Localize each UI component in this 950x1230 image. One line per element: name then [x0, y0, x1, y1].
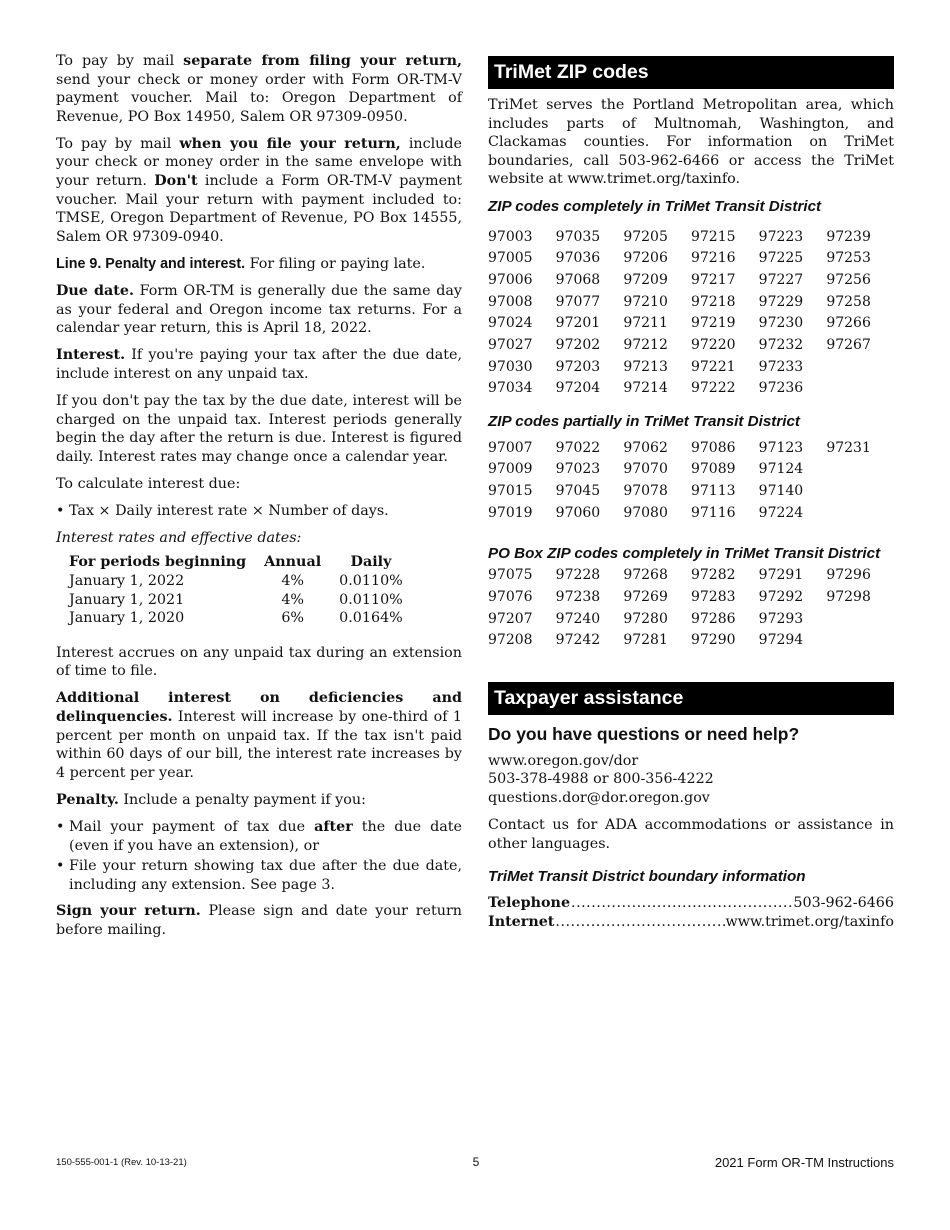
due-date-paragraph — [56, 282, 462, 338]
zip-code-cell: 97231 — [826, 439, 871, 456]
zip-code-cell: 97268 — [623, 567, 668, 584]
rates-caption: Interest rates and effective dates: — [56, 529, 302, 546]
complete-zip-grid — [488, 227, 894, 401]
mail-separate-paragraph — [56, 52, 462, 126]
trimet-intro: TriMet serves the Portland Metropolitan area, which includes parts of Multnomah, Washington, and Clackamas counties. For information on TriMet boundaries, call 503-962-6466 or access the TriMet website at www.trimet.org/taxinfo. — [488, 97, 894, 188]
table-row — [69, 609, 421, 628]
zip-code-cell: 97291 — [758, 567, 804, 584]
zip-code-cell: 97296 — [826, 567, 871, 584]
table-cell: 4% — [281, 591, 304, 608]
zip-code-cell: 97075 — [488, 567, 533, 584]
zip-code-cell: 97258 — [826, 293, 871, 310]
left-column — [56, 52, 462, 948]
text: Mail your payment of tax due — [69, 818, 315, 835]
telephone-label: Telephone — [488, 895, 571, 912]
zip-code-cell: 97022 — [555, 439, 601, 456]
bold-text: Don't — [154, 173, 198, 190]
zip-code-cell: 97008 — [488, 293, 533, 310]
table-row — [69, 572, 421, 591]
zip-code-cell: 97211 — [623, 315, 668, 332]
zip-code-cell: 97298 — [826, 588, 871, 605]
zip-code-cell: 97045 — [555, 483, 601, 500]
zip-code-cell: 97236 — [758, 380, 804, 397]
zip-code-cell: 97006 — [488, 271, 533, 288]
additional-interest-label: Additional interest on deficiencies and delinquencies. — [56, 690, 462, 725]
table-cell: January 1, 2021 — [69, 591, 185, 608]
zip-code-cell: 97216 — [690, 250, 736, 267]
text: To pay by mail — [56, 53, 184, 69]
penalty-label: Penalty. — [56, 791, 119, 808]
zip-code-cell: 97205 — [623, 228, 668, 245]
zip-code-cell: 97023 — [555, 461, 601, 478]
zip-code-cell: 97009 — [488, 461, 533, 478]
zip-code-cell: 97207 — [488, 610, 533, 627]
dot-leader — [555, 913, 724, 932]
zip-code-cell: 97003 — [488, 228, 533, 245]
pobox-zip-heading: PO Box ZIP codes completely in TriMet Transit District — [488, 544, 881, 562]
zip-code-cell: 97060 — [555, 504, 601, 521]
zip-code-cell: 97036 — [555, 250, 601, 267]
zip-code-cell — [826, 357, 894, 379]
line9-label: Line 9. Penalty and interest. — [56, 255, 246, 272]
zip-code-cell: 97282 — [690, 567, 736, 584]
text: For filing or paying late. — [245, 255, 426, 272]
table-cell: 0.0110% — [339, 573, 403, 590]
zip-code-cell: 97223 — [758, 228, 804, 245]
zip-code-cell: 97217 — [690, 271, 736, 288]
zip-code-cell: 97086 — [690, 439, 736, 456]
zip-code-cell: 97113 — [690, 483, 736, 500]
footer-page-number: 5 — [472, 1155, 480, 1169]
interest-detail-paragraph: If you don't pay the tax by the due date, interest will be charged on the unpaid tax. Interest periods generally begin the day after the return is due. Interest is figured daily. Interest rates may change once a calendar year. — [56, 393, 462, 465]
zip-code-cell: 97027 — [488, 337, 533, 354]
column-header: Annual — [264, 554, 322, 571]
table-cell: 0.0110% — [339, 591, 403, 608]
text: send your check or money order with Form OR-TM-V payment voucher. Mail to: Oregon Department of Revenue, PO Box 14950, Salem OR 97309-0950. — [56, 71, 462, 125]
dor-website[interactable]: www.oregon.gov/dor — [488, 752, 639, 769]
dot-leader — [571, 894, 792, 913]
table-cell: 6% — [281, 610, 304, 627]
zip-code-cell: 97070 — [623, 461, 668, 478]
bold-text: separate from filing your return, — [183, 53, 462, 69]
zip-code-cell: 97019 — [488, 504, 533, 521]
zip-code-cell: 97233 — [758, 358, 804, 375]
text: Interest will increase by one-third of 1 percent per month on unpaid tax. If the tax isn't paid within 60 days of our bill, the interest rate increases by 4 percent per year. — [56, 708, 462, 781]
penalty-bullet-text — [69, 857, 462, 894]
line9-heading — [56, 255, 462, 274]
zip-code-cell: 97292 — [758, 588, 804, 605]
zip-code-cell: 97015 — [488, 483, 533, 500]
zip-code-cell: 97256 — [826, 271, 871, 288]
pobox-zip-grid — [488, 565, 894, 652]
zip-code-cell: 97225 — [758, 250, 804, 267]
table-cell: January 1, 2020 — [69, 610, 185, 627]
zip-code-cell: 97206 — [623, 250, 668, 267]
interest-paragraph — [56, 346, 462, 383]
zip-code-cell: 97239 — [826, 228, 871, 245]
trimet-section-banner: TriMet ZIP codes — [488, 56, 894, 89]
zip-code-cell: 97124 — [758, 461, 804, 478]
zip-code-cell: 97283 — [690, 588, 736, 605]
zip-code-cell: 97024 — [488, 315, 533, 332]
zip-code-cell: 97290 — [690, 632, 736, 649]
dor-phone-numbers: 503-378-4988 or 800-356-4222 — [488, 771, 714, 788]
zip-code-cell: 97253 — [826, 250, 871, 267]
telephone-value: 503-962-6466 — [793, 895, 894, 912]
right-column — [488, 56, 894, 931]
interest-rates-table — [69, 553, 421, 628]
zip-code-cell: 97068 — [555, 271, 601, 288]
zip-code-cell: 97213 — [623, 358, 668, 375]
zip-code-cell: 97281 — [623, 632, 668, 649]
zip-code-cell: 97228 — [555, 567, 601, 584]
zip-code-cell: 97080 — [623, 504, 668, 521]
dor-email[interactable]: questions.dor@dor.oregon.gov — [488, 789, 710, 806]
text: To pay by mail — [56, 135, 180, 152]
zip-code-cell: 97076 — [488, 588, 533, 605]
zip-code-cell: 97204 — [555, 380, 601, 397]
text: include your check or money order in the same envelope with your return. — [56, 135, 462, 190]
penalty-paragraph — [56, 791, 462, 810]
internet-label: Internet — [488, 913, 555, 930]
complete-zip-heading: ZIP codes completely in TriMet Transit District — [488, 197, 822, 215]
column-header: For periods beginning — [69, 554, 247, 571]
zip-code-cell: 97201 — [555, 315, 601, 332]
footer-form-number: 150-555-001-1 (Rev. 10-13-21) — [56, 1157, 187, 1168]
mail-with-return-paragraph — [56, 135, 462, 247]
due-date-label: Due date. — [56, 283, 134, 300]
telephone-line — [488, 894, 894, 913]
zip-code-cell: 97269 — [623, 588, 668, 605]
calc-formula: Tax × Daily interest rate × Number of days. — [69, 502, 389, 519]
zip-code-cell: 97218 — [690, 293, 736, 310]
sign-paragraph — [56, 902, 462, 939]
bullet-icon: • — [56, 502, 65, 519]
zip-code-cell: 97286 — [690, 610, 736, 627]
zip-code-cell: 97219 — [690, 315, 736, 332]
zip-code-cell: 97214 — [623, 380, 668, 397]
text: Please sign and date your return before mailing. — [56, 903, 463, 938]
zip-code-cell: 97123 — [758, 439, 804, 456]
table-cell: 0.0164% — [339, 610, 403, 627]
zip-code-cell: 97203 — [555, 358, 601, 375]
zip-code-cell: 97077 — [555, 293, 601, 310]
help-question: Do you have questions or need help? — [488, 724, 800, 744]
table-row — [69, 591, 421, 610]
column-header: Daily — [350, 554, 392, 571]
table-cell: January 1, 2022 — [69, 573, 185, 590]
zip-code-cell: 97062 — [623, 439, 668, 456]
zip-code-cell: 97293 — [758, 610, 804, 627]
zip-code-cell: 97242 — [555, 632, 601, 649]
zip-code-cell: 97222 — [690, 380, 736, 397]
ada-note: Contact us for ADA accommodations or assistance in other languages. — [488, 817, 894, 852]
zip-code-cell: 97030 — [488, 358, 533, 375]
zip-code-cell: 97224 — [758, 504, 804, 521]
boundary-heading: TriMet Transit District boundary information — [488, 867, 806, 885]
zip-code-cell — [826, 630, 894, 652]
extension-note: Interest accrues on any unpaid tax during an extension of time to file. — [56, 644, 462, 680]
zip-code-cell: 97007 — [488, 439, 533, 456]
zip-code-cell: 97210 — [623, 293, 668, 310]
partial-zip-grid — [488, 438, 894, 525]
zip-code-cell: 97089 — [690, 461, 736, 478]
penalty-bullet-text — [69, 818, 462, 855]
penalty-bullet — [56, 818, 462, 855]
zip-code-cell — [826, 609, 894, 631]
zip-code-cell: 97238 — [555, 588, 601, 605]
sign-label: Sign your return. — [56, 903, 201, 920]
zip-code-cell: 97240 — [555, 610, 601, 627]
bold-text: after — [314, 818, 353, 835]
calc-formula-item — [56, 502, 462, 521]
interest-label: Interest. — [56, 347, 126, 364]
zip-code-cell: 97220 — [690, 337, 736, 354]
zip-code-cell: 97227 — [758, 271, 804, 288]
text: the due date (even if you have an extension), or — [69, 818, 462, 854]
zip-code-cell: 97209 — [623, 271, 668, 288]
zip-code-cell — [826, 378, 894, 400]
zip-code-cell: 97266 — [826, 315, 871, 332]
footer-doc-title: 2021 Form OR-TM Instructions — [714, 1155, 894, 1170]
text: Include a penalty payment if you: — [118, 791, 366, 808]
assist-section-banner: Taxpayer assistance — [488, 682, 894, 715]
additional-interest-paragraph — [56, 689, 462, 782]
zip-code-cell: 97229 — [758, 293, 804, 310]
zip-code-cell: 97215 — [690, 228, 736, 245]
table-cell: 4% — [281, 573, 304, 590]
zip-code-cell — [826, 459, 894, 481]
text: If you're paying your tax after the due date, include interest on any unpaid tax. — [56, 347, 462, 382]
text: include a Form OR-TM-V payment voucher. Mail your return with payment included to: TMSE, Oregon Department of Revenue, PO Box 14555, Salem OR 97309-0940. — [56, 173, 462, 245]
zip-code-cell: 97212 — [623, 337, 668, 354]
penalty-bullet — [56, 857, 462, 894]
zip-code-cell: 97232 — [758, 337, 804, 354]
zip-code-cell: 97208 — [488, 632, 533, 649]
zip-code-cell: 97140 — [758, 483, 804, 500]
text: Form OR-TM is generally due the same day as your federal and Oregon income tax returns. For a calendar year return, this is April 18, 2022. — [56, 283, 462, 337]
zip-code-cell: 97116 — [690, 504, 736, 521]
zip-code-cell: 97078 — [623, 483, 668, 500]
zip-code-cell: 97280 — [623, 610, 668, 627]
bullet-icon: • — [56, 818, 65, 835]
zip-code-cell: 97267 — [826, 337, 871, 354]
text: File your return showing tax due after the due date, including any extension. See page 3. — [69, 858, 462, 893]
zip-code-cell: 97202 — [555, 337, 601, 354]
internet-value[interactable]: www.trimet.org/taxinfo — [725, 913, 894, 930]
zip-code-cell: 97221 — [690, 358, 736, 375]
bold-text: when you file your return, — [179, 135, 401, 152]
partial-zip-heading: ZIP codes partially in TriMet Transit District — [488, 413, 800, 431]
table-header-row — [69, 553, 421, 572]
zip-code-cell — [826, 503, 894, 525]
zip-code-cell: 97005 — [488, 250, 533, 267]
bullet-icon: • — [56, 858, 65, 875]
zip-code-cell: 97230 — [758, 315, 804, 332]
zip-code-cell — [826, 481, 894, 503]
internet-line — [488, 913, 894, 932]
zip-code-cell: 97035 — [555, 228, 601, 245]
zip-code-cell: 97034 — [488, 380, 533, 397]
calc-intro: To calculate interest due: — [56, 475, 241, 492]
zip-code-cell: 97294 — [758, 632, 804, 649]
